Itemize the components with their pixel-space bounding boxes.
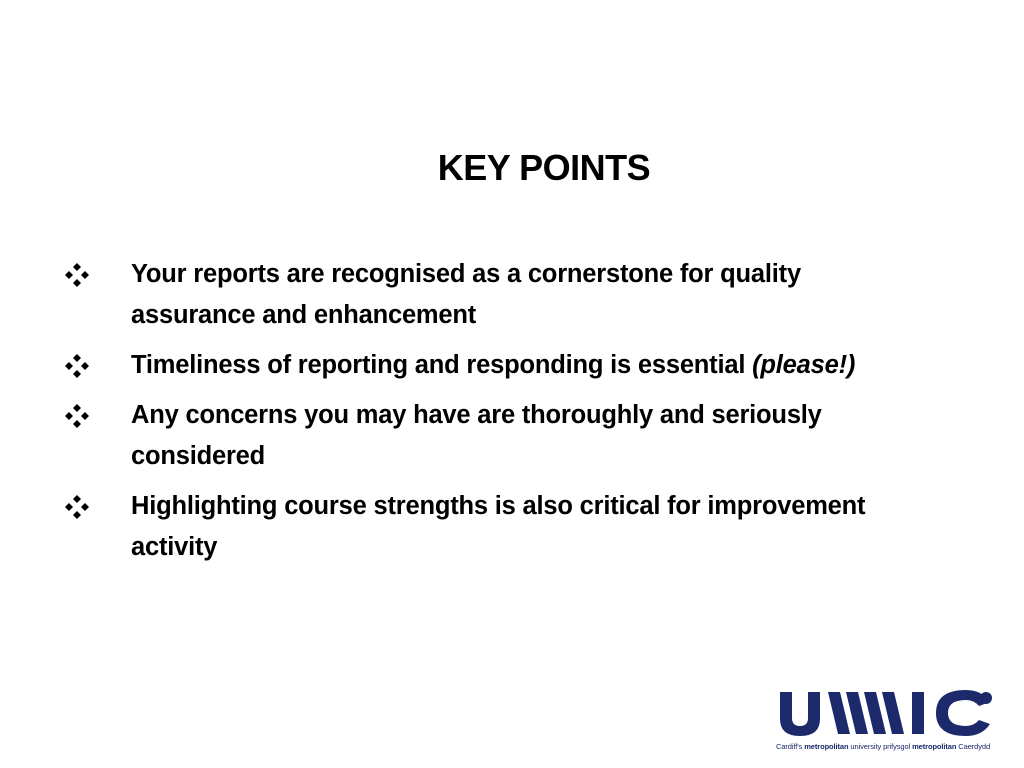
bullet-text: Your reports are recognised as a cornerstone for quality assurance and enhancement	[131, 260, 801, 329]
four-diamond-bullet-icon	[64, 494, 90, 520]
bullet-list	[64, 254, 924, 577]
bullet-text: Highlighting course strengths is also critical for improvement activity	[131, 492, 866, 561]
bullet-text: Any concerns you may have are thoroughly and seriously considered	[131, 401, 822, 470]
four-diamond-bullet-icon	[64, 403, 90, 429]
bullet-text: Timeliness of reporting and responding is essential (please!)	[131, 351, 856, 379]
bullet-italic-note: (please!)	[752, 351, 856, 379]
four-diamond-bullet-icon	[64, 262, 90, 288]
uwic-wordmark-logo	[776, 684, 996, 740]
logo-caption: Cardiff's metropolitan university prifysgol metropolitan Caerdydd	[776, 742, 991, 751]
bullet-item	[64, 395, 924, 477]
slide-title: KEY POINTS	[437, 147, 651, 188]
uwic-logo	[776, 684, 996, 756]
bullet-item	[64, 345, 924, 386]
bullet-item	[64, 254, 924, 336]
bullet-item	[64, 486, 924, 568]
four-diamond-bullet-icon	[64, 353, 90, 379]
